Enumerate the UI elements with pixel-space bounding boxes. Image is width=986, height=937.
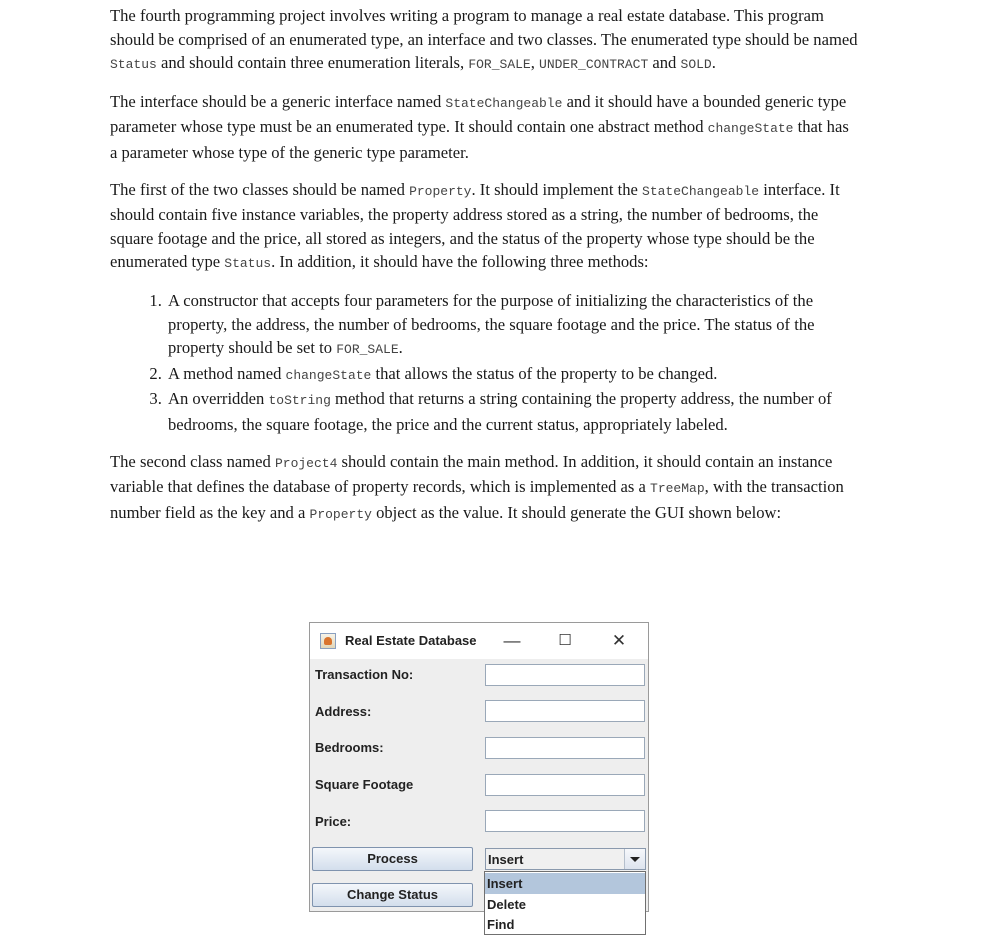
code-identifier: Property (309, 506, 372, 522)
minimize-icon[interactable]: — (503, 631, 521, 650)
text-run: The second class named (110, 451, 275, 471)
text-run: method that returns a string containing the property address, the number of bedrooms, the square footage, the price and the current status, appropriately labeled. (168, 389, 832, 434)
combo-selected-value: Insert (488, 852, 524, 867)
dropdown-option-delete[interactable]: Delete (487, 897, 527, 912)
code-identifier: SOLD (680, 57, 712, 73)
text-run: and it should have a bounded generic type parameter whose type must be an enumerated type. It should contain one abstract method (110, 91, 847, 137)
text-run: The fourth programming project involves writing a program to manage a real estate database. This program should be comprised of an enumerated type, an interface and two classes. The enumerated type should be named (110, 6, 858, 49)
action-combo-box[interactable] (485, 848, 646, 870)
text-run: An overridden (168, 389, 269, 409)
text-run: . (711, 53, 716, 73)
text-run: . In addition, it should have the following three methods: (271, 252, 649, 272)
java-app-icon (320, 633, 336, 649)
text-run: . (398, 338, 403, 358)
transaction-no-label: Transaction No: (315, 667, 414, 682)
text-run: should contain the main method. In addition, it should contain an instance variable that defines the database of property records, which is implemented as a (110, 451, 833, 497)
text-run: A constructor that accepts four parameters for the purpose of initializing the characteristics of the property, the address, the number of bedrooms, the square footage and the price. The status of the property should be set to (168, 290, 815, 358)
code-identifier: changeState (707, 121, 794, 137)
combo-dropdown-list (484, 871, 646, 935)
list-item-tostring (166, 387, 860, 436)
price-field[interactable] (485, 810, 645, 832)
maximize-icon[interactable]: ☐ (558, 632, 572, 649)
code-identifier: toString (268, 393, 331, 409)
code-identifier: TreeMap (650, 481, 705, 497)
list-item-constructor (166, 289, 860, 362)
square-footage-field[interactable] (485, 774, 645, 796)
text-run: and (648, 53, 681, 73)
code-identifier: Project4 (274, 455, 338, 471)
price-label: Price: (315, 814, 352, 829)
transaction-no-field[interactable] (485, 664, 645, 686)
address-label: Address: (315, 704, 372, 719)
text-run: . It should implement the (471, 179, 643, 199)
method-requirements-list (110, 289, 860, 437)
square-footage-label: Square Footage (315, 777, 414, 792)
bedrooms-label: Bedrooms: (315, 740, 384, 755)
code-identifier: UNDER_CONTRACT (539, 57, 649, 73)
paragraph-intro (110, 4, 860, 77)
change-status-button[interactable]: Change Status (312, 883, 473, 907)
code-identifier: changeState (285, 367, 372, 383)
window-titlebar (310, 623, 648, 659)
text-run: that has a parameter whose type of the generic type parameter. (110, 117, 849, 162)
dropdown-option-insert[interactable]: Insert (485, 873, 645, 894)
text-run: object as the value. It should generate the GUI shown below: (371, 502, 782, 522)
text-run: and should contain three enumeration literals, (156, 53, 469, 73)
process-button[interactable]: Process (312, 847, 473, 871)
text-run: The interface should be a generic interface named (110, 91, 446, 111)
text-run: that allows the status of the property to be changed. (371, 363, 718, 383)
code-identifier: Status (110, 57, 157, 73)
close-icon[interactable]: ✕ (611, 631, 627, 650)
code-identifier: StateChangeable (642, 183, 760, 199)
dropdown-option-find[interactable]: Find (487, 917, 515, 932)
code-identifier: Status (224, 256, 272, 272)
code-identifier: Property (409, 183, 472, 199)
paragraph-project4-class (110, 450, 860, 527)
code-identifier: FOR_SALE (336, 342, 399, 358)
bedrooms-field[interactable] (485, 737, 645, 759)
text-run: , (530, 53, 540, 73)
assignment-document (110, 4, 860, 539)
text-run: , with the transaction number field as the key and a (110, 477, 844, 522)
code-identifier: StateChangeable (445, 95, 563, 111)
list-item-change-state (166, 362, 860, 388)
paragraph-property-class (110, 178, 860, 276)
text-run: The first of the two classes should be named (110, 179, 410, 199)
paragraph-interface (110, 90, 860, 165)
real-estate-window (309, 622, 649, 912)
window-title: Real Estate Database (345, 633, 477, 648)
text-run: A method named (168, 363, 286, 383)
chevron-down-icon[interactable] (624, 849, 645, 869)
text-run: interface. It should contain five instance variables, the property address stored as a string, the number of bedrooms, the square footage and the price, all stored as integers, and the status of the property whose type should be the enumerated type (110, 179, 840, 272)
code-identifier: FOR_SALE (468, 57, 531, 73)
address-field[interactable] (485, 700, 645, 722)
